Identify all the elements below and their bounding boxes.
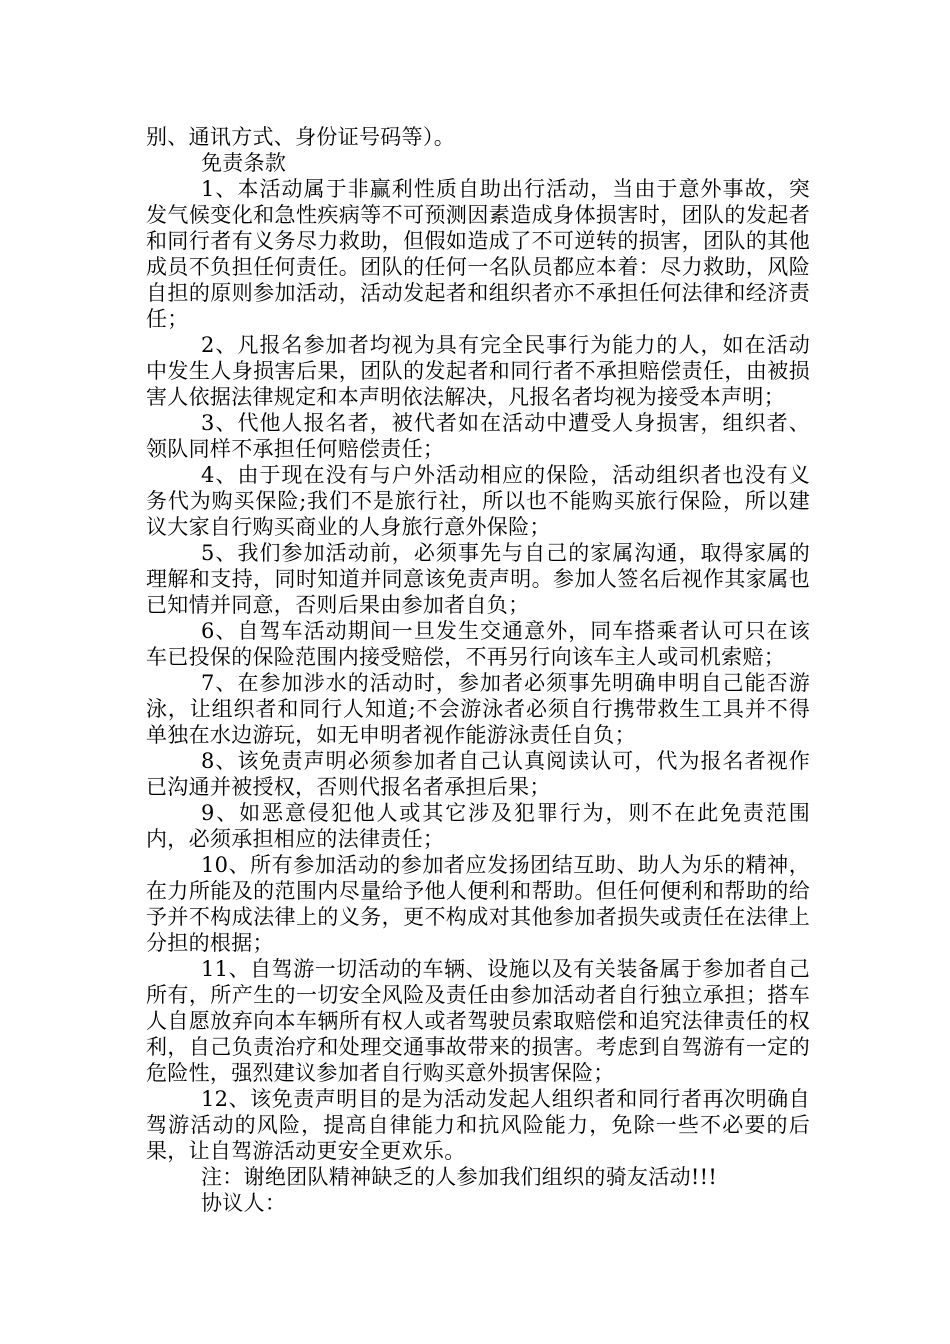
section-title: 免责条款 <box>201 151 287 175</box>
clause-9: 9、如恶意侵犯他人或其它涉及犯罪行为，则不在此免责范围内，必须承担相应的法律责任； <box>146 801 810 851</box>
signature-label: 协议人： <box>201 1191 287 1215</box>
continuation-text: 别、通讯方式、身份证号码等）。 <box>146 125 455 149</box>
clause-2: 2、凡报名参加者均视为具有完全民事行为能力的人，如在活动中发生人身损害后果，团队的发起者和同行者不承担赔偿责任，由被损害人依据法律规定和本声明依法解决，凡报名者均视为接受本声明； <box>146 333 810 409</box>
clause-10: 10、所有参加活动的参加者应发扬团结互助、助人为乐的精神，在力所能及的范围内尽量给予他人便利和帮助。但任何便利和帮助的给予并不构成法律上的义务，更不构成对其他参加者损失或责任在法律上分担的根据； <box>146 853 810 955</box>
clause-8: 8、该免责声明必须参加者自己认真阅读认可，代为报名者视作已沟通并被授权，否则代报名者承担后果； <box>146 749 810 799</box>
clause-6: 6、自驾车活动期间一旦发生交通意外，同车搭乘者认可只在该车已投保的保险范围内接受赔偿，不再另行向该车主人或司机索赔； <box>146 619 810 669</box>
document-body <box>146 124 810 1216</box>
clause-12: 12、该免责声明目的是为活动发起人组织者和同行者再次明确自驾游活动的风险，提高自律能力和抗风险能力，免除一些不必要的后果，让自驾游活动更安全更欢乐。 <box>146 1087 810 1163</box>
clause-3: 3、代他人报名者，被代者如在活动中遭受人身损害，组织者、领队同样不承担任何赔偿责任； <box>146 411 810 461</box>
clause-11: 11、自驾游一切活动的车辆、设施以及有关装备属于参加者自己所有，所产生的一切安全风险及责任由参加活动者自行独立承担；搭车人自愿放弃向本车辆所有权人或者驾驶员索取赔偿和追究法律责任的权利，自己负责治疗和处理交通事故带来的损害。考虑到自驾游有一定的危险性，强烈建议参加者自行购买意外损害保险； <box>146 957 810 1085</box>
clause-1: 1、本活动属于非赢利性质自助出行活动，当由于意外事故，突发气候变化和急性疾病等不可预测因素造成身体损害时，团队的发起者和同行者有义务尽力救助，但假如造成了不可逆转的损害，团队的其他成员不负担任何责任。团队的任何一名队员都应本着：尽力救助，风险自担的原则参加活动，活动发起者和组织者亦不承担任何法律和经济责任； <box>146 177 810 331</box>
clause-7: 7、在参加涉水的活动时，参加者必须事先明确申明自己能否游泳，让组织者和同行人知道;不会游泳者必须自行携带救生工具并不得单独在水边游玩，如无申明者视作能游泳责任自负； <box>146 671 810 747</box>
clause-5: 5、我们参加活动前，必须事先与自己的家属沟通，取得家属的理解和支持，同时知道并同意该免责声明。参加人签名后视作其家属也已知情并同意，否则后果由参加者自负； <box>146 541 810 617</box>
note-text: 注：谢绝团队精神缺乏的人参加我们组织的骑友活动!!! <box>201 1165 718 1189</box>
clause-4: 4、由于现在没有与户外活动相应的保险，活动组织者也没有义务代为购买保险;我们不是旅行社，所以也不能购买旅行保险，所以建议大家自行购买商业的人身旅行意外保险； <box>146 463 810 539</box>
